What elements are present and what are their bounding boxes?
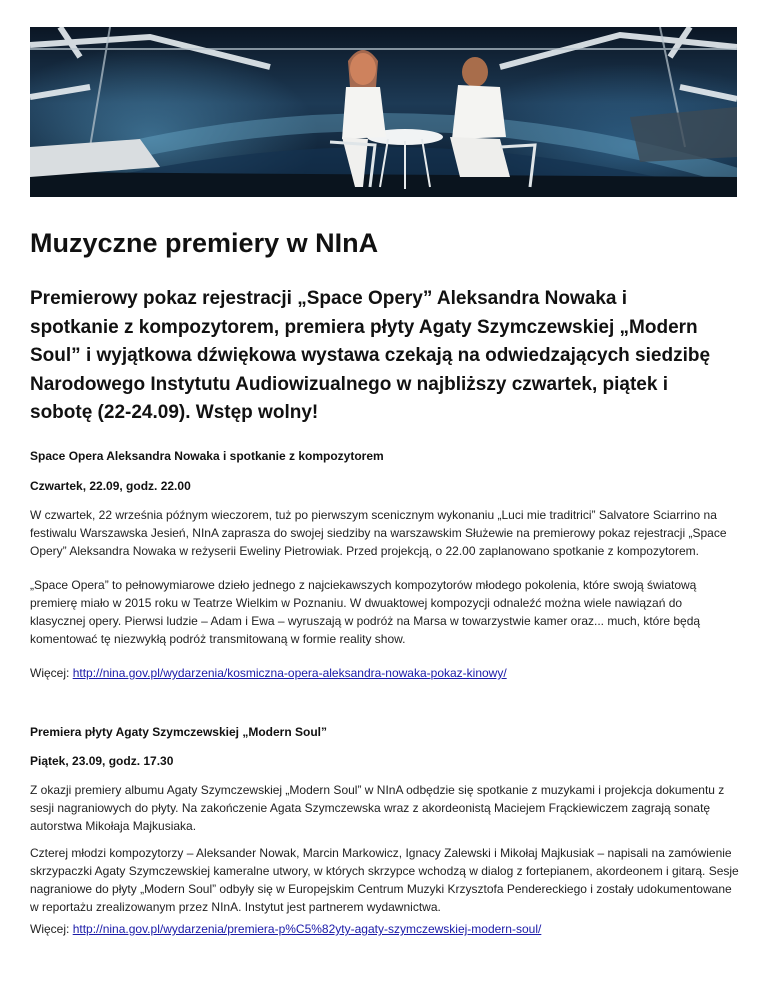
section1-more-link[interactable]: http://nina.gov.pl/wydarzenia/kosmiczna-opera-aleksandra-nowaka-pokaz-kinowy/ xyxy=(72,666,507,680)
hero-image xyxy=(30,27,737,197)
section2-date: Piątek, 23.09, godz. 17.30 xyxy=(30,754,174,768)
section1-paragraph-1: W czwartek, 22 września późnym wieczorem, tuż po pierwszym scenicznym wykonaniu „Luci mie traditrici” Salvatore Sciarrino na festiwalu Warszawska Jesień, NInA zaprasza do swojej siedziby na warszawskim Służewie na premierowy pokaz rejestracji „Space Opery” Aleksandra Nowaka w reżyserii Eweliny Pietrowiak. Przed projekcją, o 22.00 zaplanowano spotkanie z kompozytorem. xyxy=(30,508,727,558)
stage-illustration xyxy=(30,27,737,197)
section2-heading: Premiera płyty Agaty Szymczewskiej „Modern Soul” xyxy=(30,725,327,739)
section2-paragraph-2: Czterej młodzi kompozytorzy – Aleksander Nowak, Marcin Markowicz, Ignacy Zalewski i Mikołaj Majkusiak – napisali na zamówienie skrzypaczki Agaty Szymczewskiej kameralne utwory, w których skrzypce wchodzą w dialog z fortepianem, akordeonem i gitarą. Sesje nagraniowe do płyty „Modern Soul” odbyły się w Europejskim Centrum Muzyki Krzysztofa Pendereckiego i zostały udokumentowane w reportażu zrealizowanym przez NInA. Instytut jest partnerem wydawnictwa. xyxy=(30,846,739,914)
section2-more xyxy=(30,920,740,938)
section1-heading: Space Opera Aleksandra Nowaka i spotkanie z kompozytorem xyxy=(30,449,384,463)
section1-more xyxy=(30,664,740,682)
page-title: Muzyczne premiery w NInA xyxy=(30,228,379,258)
section1-more-label: Więcej: xyxy=(30,666,73,680)
section2-more-link[interactable]: http://nina.gov.pl/wydarzenia/premiera-p%C5%82yty-agaty-szymczewskiej-modern-soul/ xyxy=(72,922,542,936)
section1-date: Czwartek, 22.09, godz. 22.00 xyxy=(30,479,191,493)
lead-paragraph: Premierowy pokaz rejestracji „Space Opery” Aleksandra Nowaka i spotkanie z kompozytorem, premiera płyty Agaty Szymczewskiej „Modern Soul” i wyjątkowa dźwiękowa wystawa czekają na odwiedzających siedzibę Narodowego Instytutu Audiowizualnego w najbliższy czwartek, piątek i sobotę (22-24.09). Wstęp wolny! xyxy=(30,288,711,423)
section2-paragraph-1: Z okazji premiery albumu Agaty Szymczewskiej „Modern Soul” w NInA odbędzie się spotkanie z muzykami i projekcja dokumentu z sesji nagraniowych do płyty. Na zakończenie Agata Szymczewska wraz z akordeonistą Maciejem Frąckiewiczem zagrają sonatę autorstwa Mikołaja Majkusiaka. xyxy=(30,783,725,833)
section1-paragraph-2: „Space Opera” to pełnowymiarowe dzieło jednego z najciekawszych kompozytorów młodego pokolenia, które swoją światową premierę miało w 2015 roku w Teatrze Wielkim w Poznaniu. W dwuaktowej kompozycji odnaleźć można wiele nawiązań do klasycznej opery. Pierwsi ludzie – Adam i Ewa – wyruszają w podróż na Marsa w towarzystwie kamer oraz... much, które będą komentować tę niezwykłą podróż transmitowaną w formie reality show. xyxy=(30,578,701,646)
section2-more-label: Więcej: xyxy=(30,922,73,936)
